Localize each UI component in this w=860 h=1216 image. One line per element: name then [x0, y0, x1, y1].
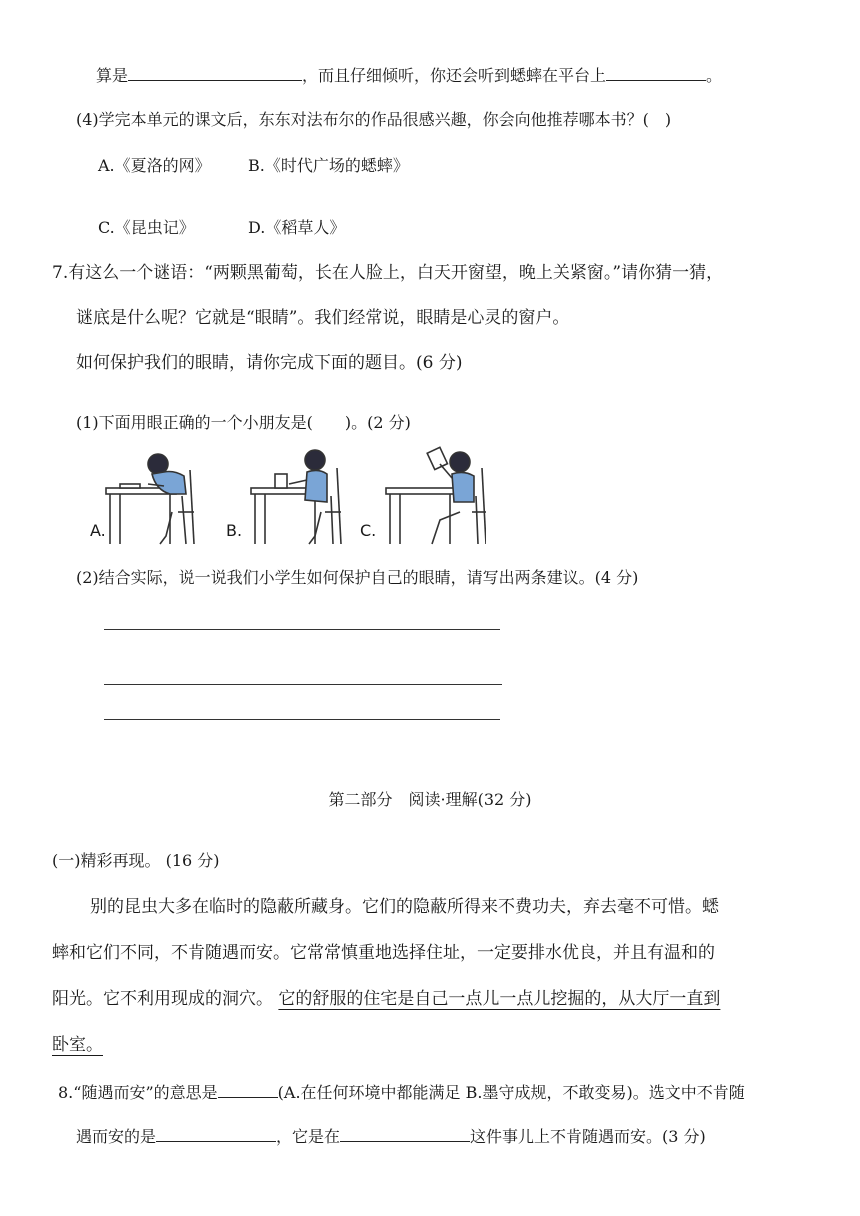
q6-prefix: 算是	[96, 66, 129, 85]
q7-sub2: (2)结合实际，说一说我们小学生如何保护自己的眼睛，请写出两条建议。(4 分)	[76, 568, 639, 587]
q8-part-a: 8.“随遇而安”的意思是	[58, 1083, 218, 1102]
passage-line-4: 卧室。	[52, 1035, 103, 1055]
q7-line1: 7.有这么一个谜语：“两颗黑葡萄，长在人脸上，白天开窗望，晚上关紧窗。”请你猜一猜，	[52, 263, 724, 283]
passage-line-3	[52, 989, 720, 1009]
option-c[interactable]: C.《昆虫记》	[98, 218, 195, 237]
option-d[interactable]: D.《稻草人》	[248, 218, 346, 237]
q6-middle: ，而且仔细倾听，你还会听到蟋蟀在平台上	[302, 66, 607, 85]
pic-label-a: A.	[90, 521, 106, 540]
q7-line3: 如何保护我们的眼睛，请你完成下面的题目。(6 分)	[76, 353, 463, 373]
q8-part-b: (A.在任何环境中都能满足 B.墨守成规，不敢变易)。选文中不肯随	[277, 1083, 745, 1102]
passage-line-1: 别的昆虫大多在临时的隐蔽所藏身。它们的隐蔽所得来不费功夫，弃去毫不可惜。蟋	[90, 897, 719, 917]
section1-title: (一)精彩再现。 (16 分)	[52, 851, 220, 870]
passage-line-3-plain: 阳光。它不利用现成的洞穴。	[52, 989, 279, 1009]
q8-part-c: 遇而安的是	[76, 1127, 157, 1146]
part2-title: 第二部分 阅读·理解(32 分)	[328, 790, 532, 809]
pic-label-b: B.	[226, 521, 243, 540]
q8-blank-1[interactable]	[218, 1081, 278, 1098]
q8-line2	[76, 1125, 706, 1147]
passage-underlined-sentence: 它的舒服的住宅是自己一点儿一点儿挖掘的，从大厅一直到	[278, 989, 721, 1009]
option-a[interactable]: A.《夏洛的网》	[98, 156, 211, 175]
child-a-figure[interactable]	[106, 454, 194, 544]
q7-line2: 谜底是什么呢？它就是“眼睛”。我们经常说，眼睛是心灵的窗户。	[76, 308, 570, 328]
q6-fill-line	[96, 64, 722, 86]
answer-line-2[interactable]	[104, 684, 502, 685]
child-b-figure[interactable]	[251, 450, 341, 544]
blank-2[interactable]	[606, 64, 706, 81]
pic-label-c: C.	[360, 521, 377, 540]
answer-line-1[interactable]	[104, 629, 500, 630]
passage-line-2: 蟀和它们不同，不肯随遇而安。它常常慎重地选择住址，一定要排水优良，并且有温和的	[52, 943, 715, 963]
q8-blank-2[interactable]	[156, 1125, 276, 1142]
blank-1[interactable]	[128, 64, 302, 81]
answer-line-3[interactable]	[104, 719, 500, 720]
child-c-figure[interactable]	[386, 447, 486, 544]
q8-part-d: ，它是在	[276, 1127, 341, 1146]
q8-blank-3[interactable]	[340, 1125, 470, 1142]
q8-line1	[58, 1081, 745, 1103]
q6-end: 。	[706, 66, 723, 85]
q7-sub1: (1)下面用眼正确的一个小朋友是( )。(2 分)	[76, 413, 411, 432]
posture-illustration	[86, 440, 486, 552]
q6-4-stem: (4)学完本单元的课文后，东东对法布尔的作品很感兴趣，你会向他推荐哪本书？( )	[76, 110, 672, 129]
option-b[interactable]: B.《时代广场的蟋蟀》	[248, 156, 409, 175]
q8-part-e: 这件事儿上不肯随遇而安。(3 分)	[470, 1127, 706, 1146]
